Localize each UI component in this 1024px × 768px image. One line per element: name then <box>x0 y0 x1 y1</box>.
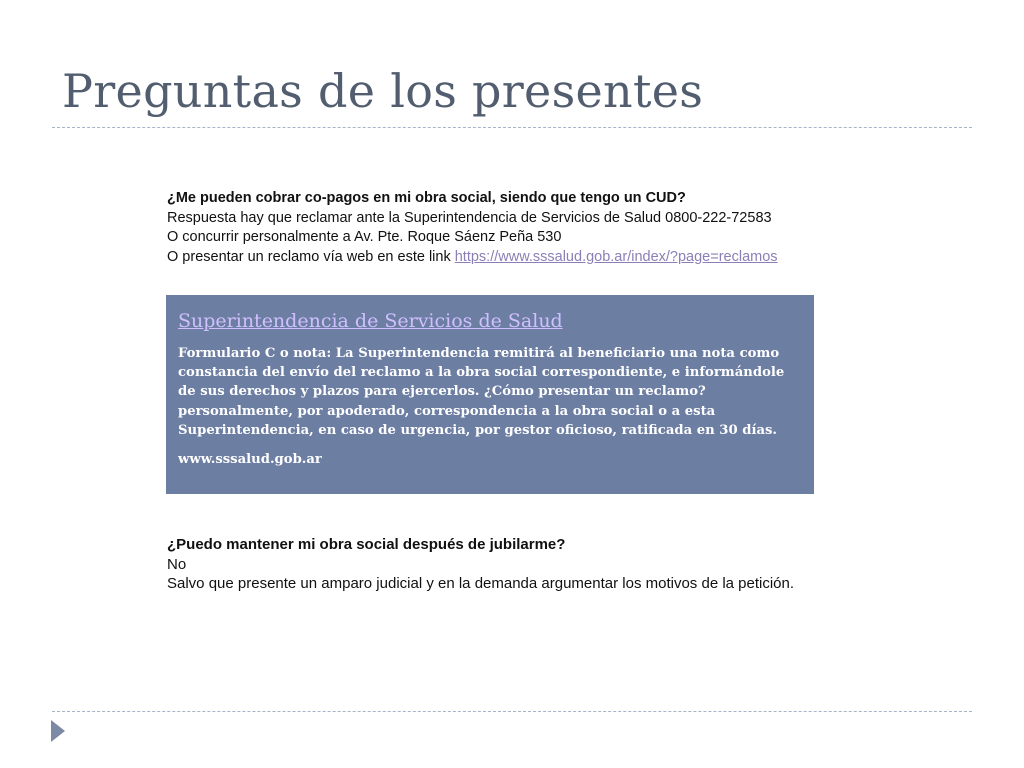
question-1-web-line <box>167 248 867 268</box>
info-box-url[interactable]: www.sssalud.gob.ar <box>178 452 322 468</box>
question-1-answer: Respuesta hay que reclamar ante la Superintendencia de Servicios de Salud 0800-222-72583 <box>167 209 772 226</box>
info-box-body: Formulario C o nota: La Superintendencia remitirá al beneficiario una nota como constancia del envío del reclamo a la obra social correspondiente, e informándole de sus derechos y plazos para ejercerlos. ¿Cómo presentar un reclamo? personalmente, por apoderado, correspondencia a la obra social o a esta Superintendencia, en caso de urgencia, por gestor oficioso, ratificada en 30 días. <box>178 346 785 438</box>
question-1-block <box>167 189 867 267</box>
question-1-heading: ¿Me pueden cobrar co-pagos en mi obra social, siendo que tengo un CUD? <box>167 190 686 206</box>
visit-address: Av. Pte. Roque Sáenz Peña 530 <box>353 229 562 245</box>
slide-title: Preguntas de los presentes <box>62 64 704 118</box>
question-2-detail: Salvo que presente un amparo judicial y en la demanda argumentar los motivos de la petición. <box>167 575 795 592</box>
footer-divider <box>52 711 972 712</box>
reclamos-link[interactable]: https://www.sssalud.gob.ar/index/?page=reclamos <box>454 248 778 265</box>
info-box-title[interactable]: Superintendencia de Servicios de Salud <box>178 310 563 332</box>
superintendencia-info-box <box>166 295 814 494</box>
question-2-block <box>167 535 867 594</box>
next-slide-arrow-icon[interactable] <box>51 720 65 742</box>
question-1-visit-line <box>167 228 867 248</box>
web-prefix: O presentar un reclamo vía web en este link <box>167 248 455 265</box>
question-2-answer: No <box>167 555 187 573</box>
question-2-heading: ¿Puedo mantener mi obra social después de jubilarme? <box>167 536 566 553</box>
title-divider <box>52 127 972 128</box>
visit-prefix: O concurrir personalmente a <box>167 229 354 245</box>
